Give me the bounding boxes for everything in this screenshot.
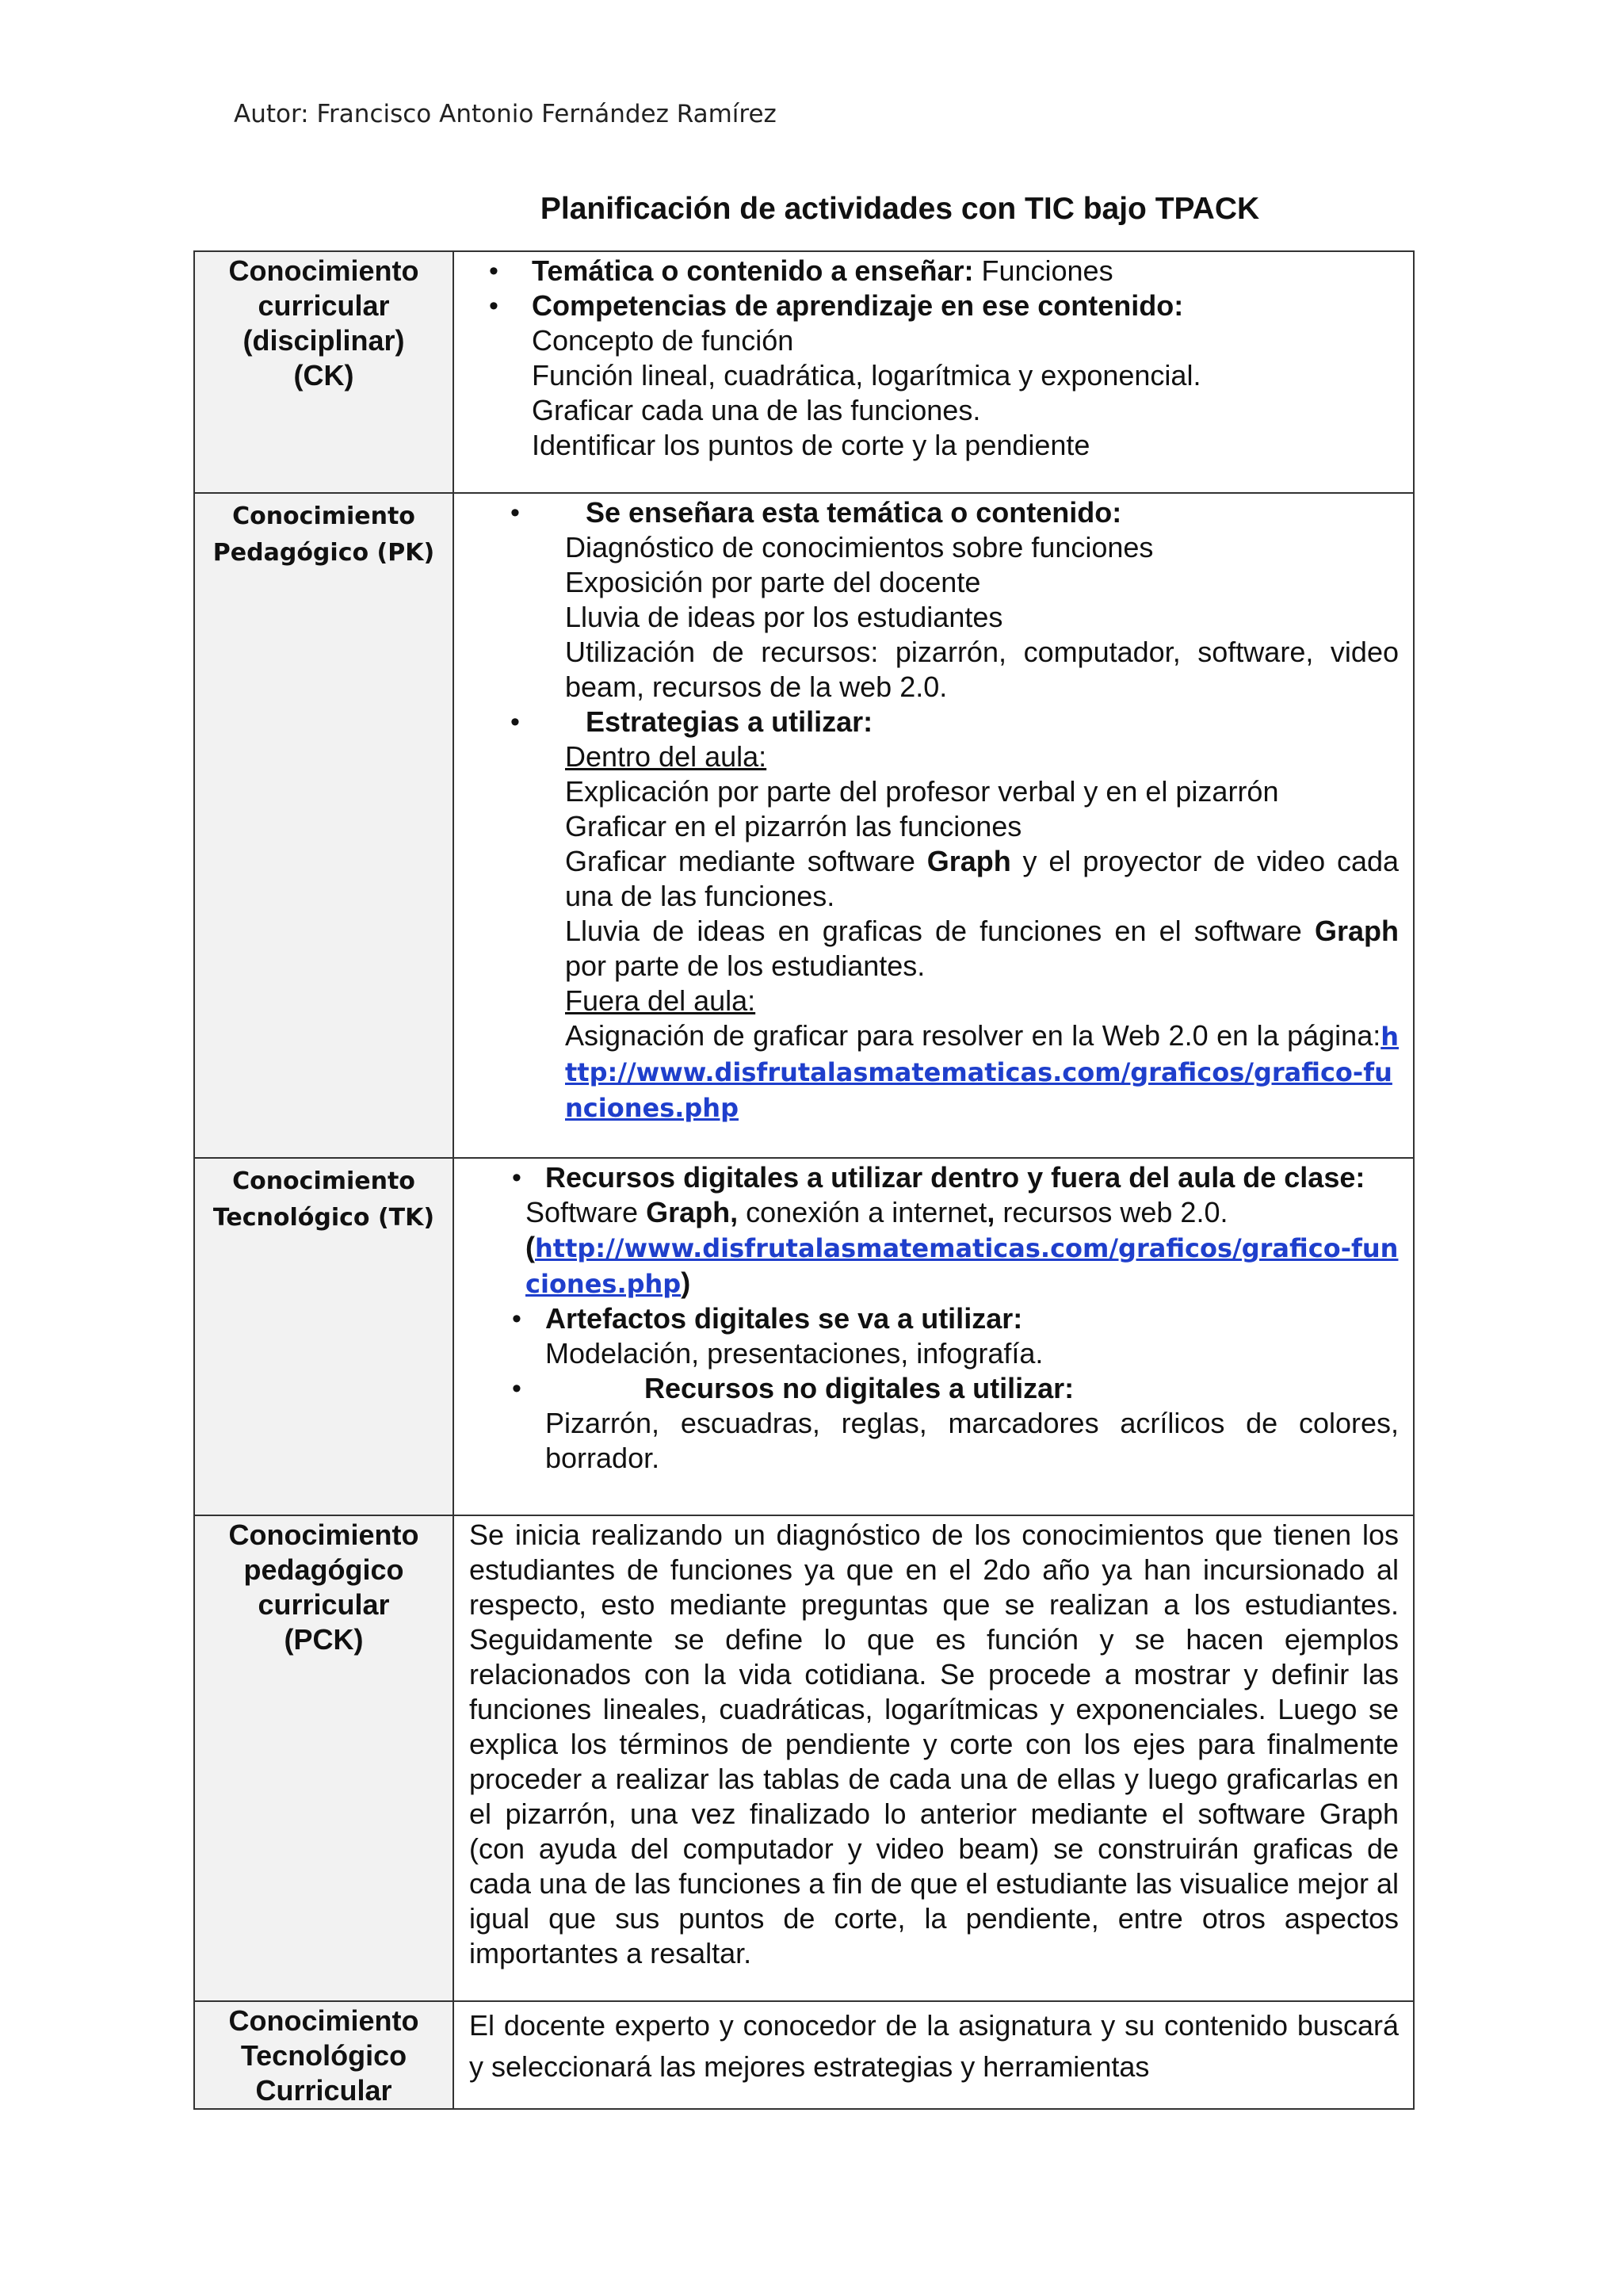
label-ck-line: (disciplinar) (242, 324, 405, 357)
text-line: Utilización de recursos: pizarrón, computador, software, video beam, recursos de la web 2.0. (565, 636, 1399, 703)
text-line: Diagnóstico de conocimientos sobre funciones (565, 531, 1154, 563)
content-tcc (453, 2001, 1414, 2109)
text-line: Graficar cada una de las funciones. (532, 394, 981, 426)
row-tk (194, 1158, 1414, 1515)
text-line: Exposición por parte del docente (565, 566, 981, 598)
author-header: Autor: Francisco Antonio Fernández Ramírez (234, 100, 777, 128)
list-item: • Temática o contenido a enseñar: Funciones (532, 254, 1413, 288)
label-ck-line: curricular (258, 289, 390, 322)
text-line: Función lineal, cuadrática, logarítmica y exponencial. (532, 359, 1201, 392)
content-pk (453, 493, 1414, 1158)
label-tk-line: Tecnológico (TK) (212, 1204, 435, 1232)
list-item: • Recursos no digitales a utilizar: (545, 1371, 1399, 1406)
list-item: • Recursos digitales a utilizar dentro y fuera del aula de clase: (545, 1160, 1399, 1195)
label-pck (194, 1515, 453, 2001)
label-tcc-line: Tecnológico (240, 2039, 407, 2072)
label-pk-line: Pedagógico (PK) (212, 539, 435, 567)
content-tk (453, 1158, 1414, 1515)
text-line: Explicación por parte del profesor verbal y en el pizarrón (565, 775, 1279, 808)
content-pck (453, 1515, 1414, 2001)
text-line: Identificar los puntos de corte y la pendiente (532, 429, 1090, 461)
row-pck (194, 1515, 1414, 2001)
paragraph: Se inicia realizando un diagnóstico de los conocimientos que tienen los estudiantes de funciones ya que en el 2do año ya han incursionado al respecto, esto mediante preguntas que se realizan a los estudiantes. Seguidamente se define lo que es función y se hacen ejemplos relacionados con la vida cotidiana. Se procede a mostrar y definir las funciones lineales, cuadráticas, logarítmicas y exponenciales. Luego se explica los términos de pendiente y corte con los ejes para finalmente proceder a realizar las tablas de cada una de ellas y luego graficarlas en el pizarrón, una vez finalizado lo anterior mediante el software Graph (con ayuda del computador y video beam) se construirán graficas de cada una de las funciones a fin de que el estudiante las visualice mejor al igual que sus puntos de corte, la pendiente, entre otros aspectos importantes a resaltar. (469, 1519, 1399, 1969)
label-tcc (194, 2001, 453, 2109)
label-tk (194, 1158, 453, 1515)
inside-heading: Dentro del aula: (565, 740, 767, 773)
label-pck-line: curricular (258, 1588, 390, 1621)
label-pck-line: Conocimiento (228, 1519, 419, 1551)
text-line: Concepto de función (532, 324, 794, 357)
content-ck (453, 251, 1414, 493)
row-ck (194, 251, 1414, 493)
label-pk-line: Conocimiento (232, 502, 415, 530)
text-line: Pizarrón, escuadras, reglas, marcadores acrílicos de colores, borrador. (545, 1407, 1399, 1474)
label-ck-line: (CK) (293, 359, 354, 392)
label-tcc-line: Conocimiento (228, 2004, 419, 2037)
page-title: Planificación de actividades con TIC bajo TPACK (540, 192, 1260, 226)
text-line: Modelación, presentaciones, infografía. (545, 1337, 1044, 1370)
row-pk (194, 493, 1414, 1158)
label-tcc-line: Curricular (255, 2074, 392, 2107)
label-ck (194, 251, 453, 493)
row-tcc (194, 2001, 1414, 2109)
list-item: • Artefactos digitales se va a utilizar: (545, 1301, 1399, 1336)
text-line: Asignación de graficar para resolver en la Web 2.0 en la página:http://www.disfrutalasmatematicas.com/graficos/grafico-funciones.php (565, 1019, 1399, 1123)
paragraph: El docente experto y conocedor de la asignatura y su contenido buscará y seleccionará las mejores estrategias y herramientas (469, 2009, 1399, 2083)
text-line: (http://www.disfrutalasmatematicas.com/graficos/grafico-funciones.php) (525, 1231, 1399, 1299)
label-ck-line: Conocimiento (228, 254, 419, 287)
text-line: Graficar en el pizarrón las funciones (565, 810, 1022, 842)
text-line: Lluvia de ideas en graficas de funciones en el software Graph por parte de los estudiantes. (565, 915, 1399, 982)
label-pk (194, 493, 453, 1158)
label-tk-line: Conocimiento (232, 1167, 415, 1195)
list-item: • Competencias de aprendizaje en ese contenido: (532, 288, 1413, 323)
web-link[interactable]: http://www.disfrutalasmatematicas.com/graficos/grafico-funciones.php (565, 1022, 1399, 1123)
label-pck-line: (PCK) (284, 1623, 364, 1656)
list-item: • Estrategias a utilizar: (565, 705, 1399, 739)
label-pck-line: pedagógico (243, 1553, 404, 1586)
text-line: Lluvia de ideas por los estudiantes (565, 601, 1003, 633)
text-line: Software Graph, conexión a internet, recursos web 2.0. (525, 1196, 1228, 1228)
web-link[interactable]: http://www.disfrutalasmatematicas.com/graficos/grafico-funciones.php (525, 1233, 1399, 1299)
outside-heading: Fuera del aula: (565, 984, 756, 1017)
text-line: Graficar mediante software Graph y el proyector de video cada una de las funciones. (565, 845, 1400, 912)
list-item: • Se enseñara esta temática o contenido: (565, 495, 1399, 530)
tpack-table (193, 250, 1415, 2110)
